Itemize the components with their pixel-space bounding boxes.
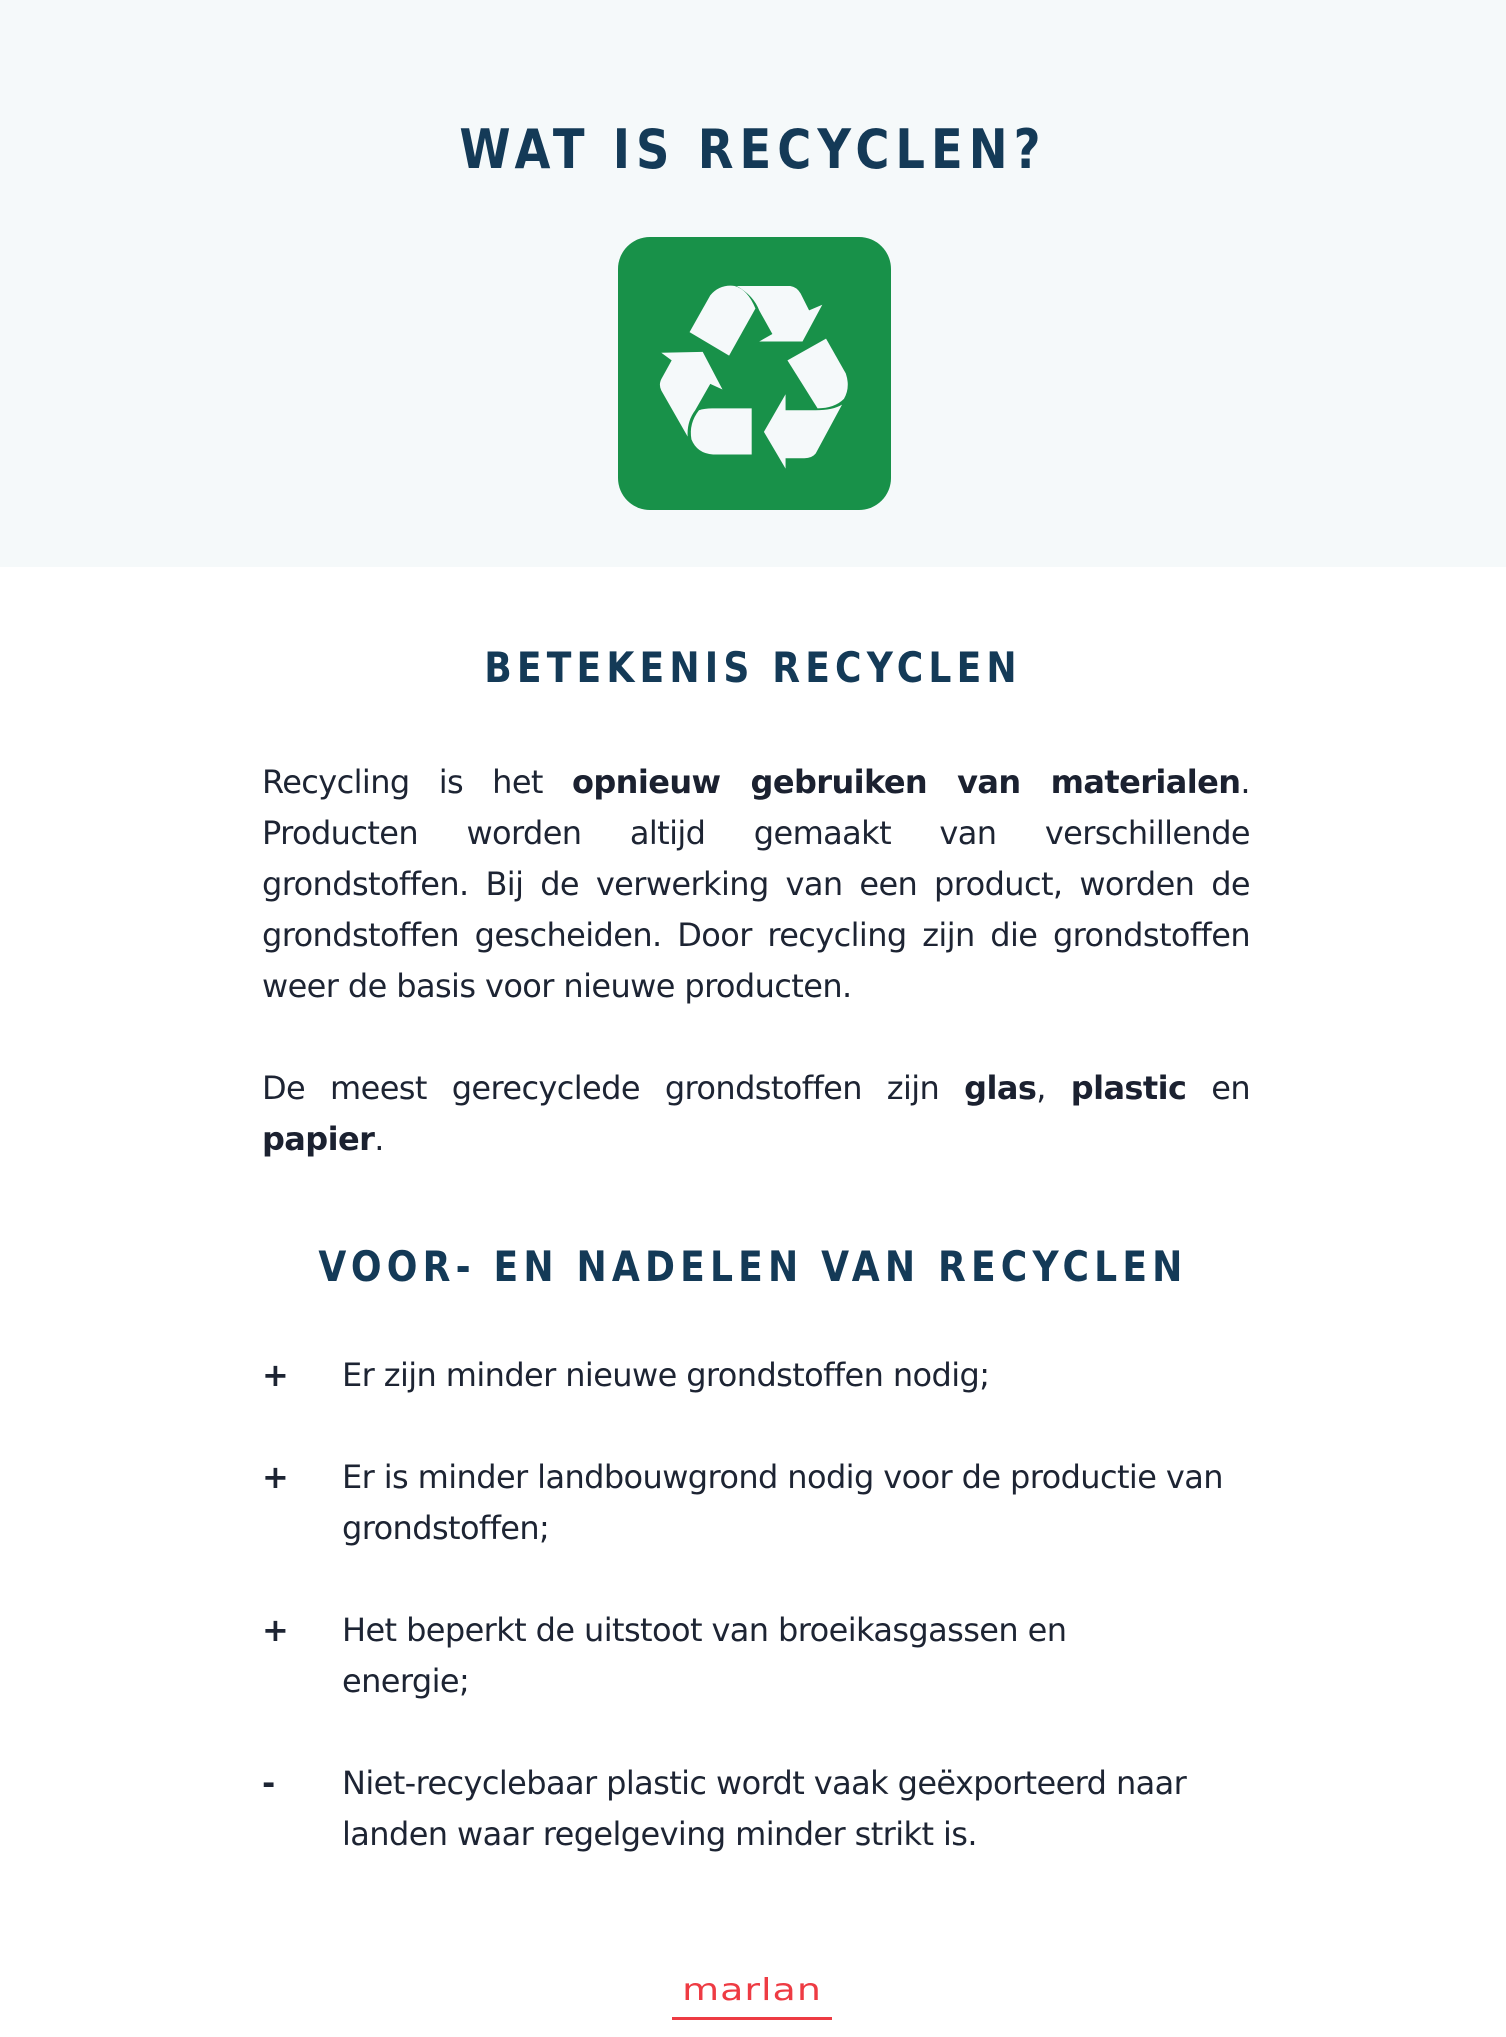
material-glass: glas xyxy=(964,1069,1037,1107)
page-title: WAT IS RECYCLEN? xyxy=(459,118,1047,181)
minus-icon: - xyxy=(262,1764,276,1802)
list-item-text: Er is minder landbouwgrond nodig voor de productie van grondstoffen; xyxy=(342,1458,1223,1547)
plus-icon: + xyxy=(262,1611,289,1649)
material-plastic: plastic xyxy=(1070,1069,1187,1107)
logo-text: marlan xyxy=(682,1972,822,2008)
list-item-text: Niet-recyclebaar plastic wordt vaak geëxporteerd naar landen waar regelgeving minder strikt is. xyxy=(342,1764,1187,1853)
section-title-meaning: BETEKENIS RECYCLEN xyxy=(484,643,1022,692)
hero-banner xyxy=(0,0,1506,567)
materials-paragraph xyxy=(262,1063,1250,1165)
logo-underline xyxy=(672,2017,832,2020)
emphasis-text: opnieuw gebruiken van materialen xyxy=(571,763,1241,801)
paragraph-text: , xyxy=(1036,1069,1071,1107)
paragraph-text: Recycling is het xyxy=(262,763,572,801)
plus-icon: + xyxy=(262,1356,289,1394)
marlan-logo xyxy=(672,1972,832,2018)
material-paper: papier xyxy=(262,1120,375,1158)
section-title-pros-cons: VOOR- EN NADELEN VAN RECYCLEN xyxy=(318,1242,1188,1291)
list-item-text: Er zijn minder nieuwe grondstoffen nodig; xyxy=(342,1356,990,1394)
recycle-icon xyxy=(618,237,891,510)
list-item-text: Het beperkt de uitstoot van broeikasgassen en energie; xyxy=(342,1611,1067,1700)
paragraph-text: . Producten worden altijd gemaakt van verschillende grondstoffen. Bij de verwerking van een product, worden de grondstoffen gescheiden. Door recycling zijn die grondstoffen weer de basis voor nieuwe producten. xyxy=(262,763,1250,1005)
paragraph-text: en xyxy=(1186,1069,1250,1107)
meaning-paragraph xyxy=(262,757,1250,1012)
paragraph-text: De meest gerecyclede grondstoffen zijn xyxy=(262,1069,965,1107)
plus-icon: + xyxy=(262,1458,289,1496)
paragraph-text: . xyxy=(374,1120,384,1158)
